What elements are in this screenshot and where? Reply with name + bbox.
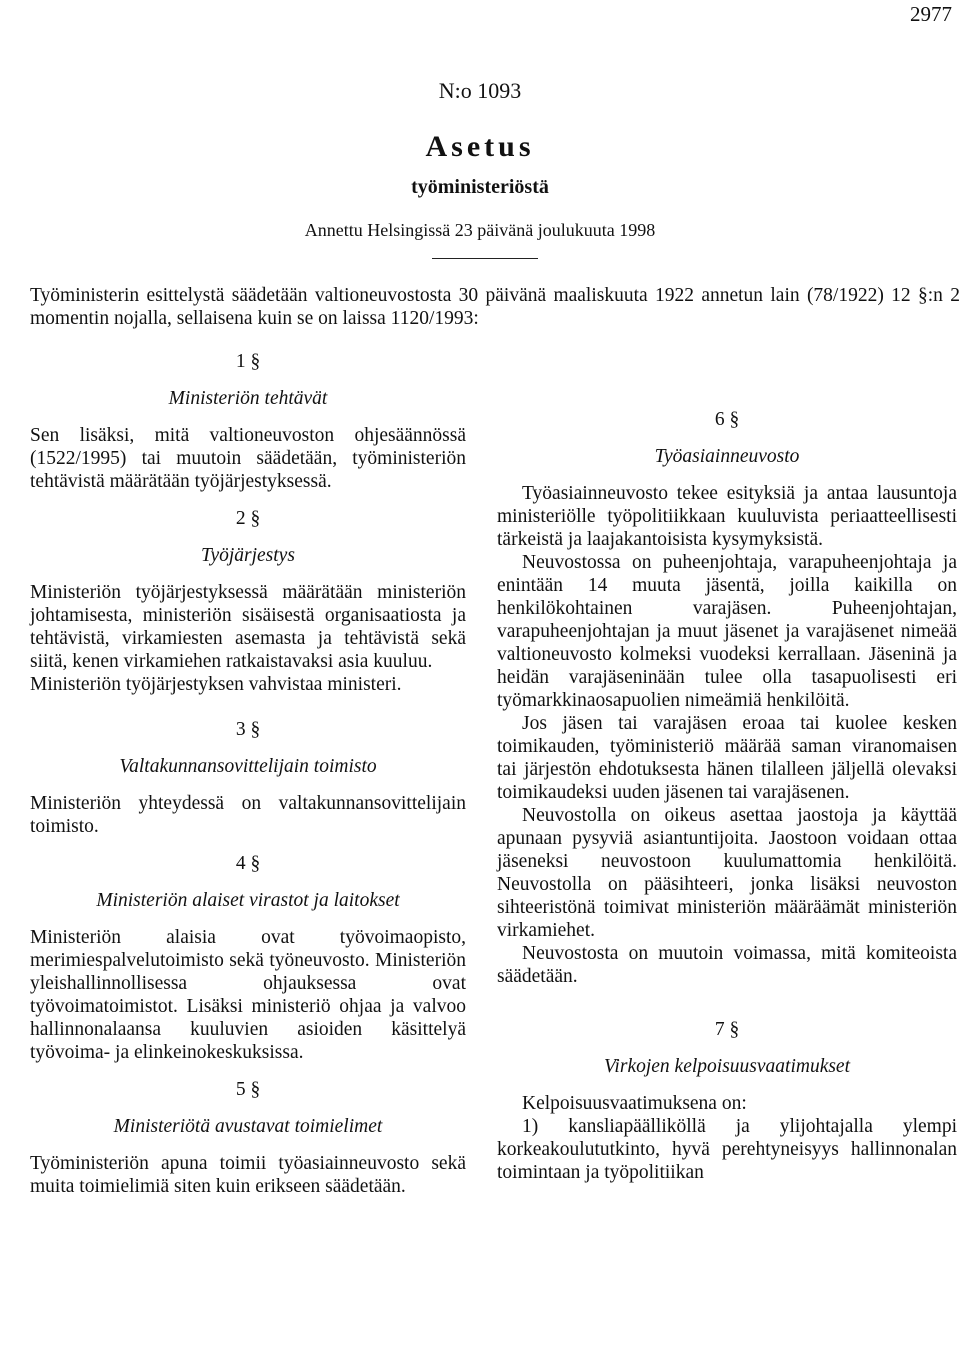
issued-date: Annettu Helsingissä 23 päivänä joulukuuta 1998 xyxy=(304,220,656,240)
statute-number: N:o 1093 xyxy=(438,78,522,103)
section-7-paragraph-2: 1) kansliapäälliköllä ja ylijohtajalla ylempi korkeakoulututkinto, hyvä perehtyneisyys hallinnonalan toimintaan ja työpolitiikan xyxy=(497,1116,957,1183)
section-1-title: Ministeriön tehtävät xyxy=(168,388,328,409)
document-subject: työministeriöstä xyxy=(411,176,549,198)
section-2-number: 2 § xyxy=(235,508,261,529)
section-2-paragraph-2: Ministeriön työjärjestyksen vahvistaa ministeri. xyxy=(30,674,402,695)
preamble: Työministerin esittelystä säädetään valtioneuvostosta 30 päivänä maaliskuuta 1922 annetun lain (78/1922) 12 §:n 2 momentin nojalla, sellaisena kuin se on laissa 1120/1993: xyxy=(30,285,960,329)
left-column xyxy=(30,350,466,1198)
section-4-number: 4 § xyxy=(235,853,261,874)
section-2-paragraph-1: Ministeriön työjärjestyksessä määrätään ministeriön johtamisesta, ministeriön sisäisestä organisaatiosta ja tehtävistä, virkamiesten asemasta ja tehtävistä sekä siitä, kenen virkamiehen ratkaistavaksi asia kuuluu. xyxy=(30,582,466,672)
section-6-title: Työasiainneuvosto xyxy=(654,446,800,467)
section-6-paragraph-3: Jos jäsen tai varajäsen eroaa tai kuolee kesken toimikauden, työministeriö määrää saman viranomaisen tai järjestön ehdotuksesta hänen tilalleen jäljellä olevaksi toimikaudeksi uuden jäsenen tai varajäsenen. xyxy=(497,713,957,803)
section-6-number: 6 § xyxy=(714,409,740,430)
section-7-paragraph-1: Kelpoisuusvaatimuksena on: xyxy=(522,1093,747,1114)
page-number: 2977 xyxy=(910,2,952,26)
section-1-paragraph: Sen lisäksi, mitä valtioneuvoston ohjesäännössä (1522/1995) tai muutoin säädetään, työministeriön tehtävistä määrätään työjärjestyksessä. xyxy=(30,425,466,492)
right-column xyxy=(497,350,957,1184)
section-3-title: Valtakunnansovittelijain toimisto xyxy=(119,756,377,777)
section-5-title: Ministeriötä avustavat toimielimet xyxy=(113,1116,383,1137)
section-7-title: Virkojen kelpoisuusvaatimukset xyxy=(603,1056,851,1077)
section-3-number: 3 § xyxy=(235,719,261,740)
section-6-paragraph-2: Neuvostossa on puheenjohtaja, varapuheenjohtaja ja enintään 14 muuta jäsentä, joilla kaikilla on henkilökohtainen varajäsen. Puheenjohtajan, varapuheenjohtajan ja muut jäsenet ja varajäsenet nimeää valtioneuvosto kolmeksi vuodeksi kerrallaan. Jäseninä ja heidän varajäseninään tulee olla tasapuolisesti eri työmarkkinaosapuolien nimeämiä henkilöitä. xyxy=(497,552,957,711)
section-2-title: Työjärjestys xyxy=(201,545,295,566)
section-7-number: 7 § xyxy=(714,1019,740,1040)
section-4-paragraph: Ministeriön alaisia ovat työvoimaopisto, merimiespalvelutoimisto sekä työneuvosto. Ministeriön yleishallinnollisessa ohjauksessa ovat työvoimatoimistot. Lisäksi ministeriö ohjaa ja valvoo hallinnonalaansa kuuluvien asioiden käsittelyä työvoima- ja elinkeinokeskuksissa. xyxy=(30,927,466,1063)
section-6-paragraph-5: Neuvostosta on muutoin voimassa, mitä komiteoista säädetään. xyxy=(497,943,957,987)
document-type: Asetus xyxy=(425,130,535,163)
section-3-paragraph: Ministeriön yhteydessä on valtakunnansovittelijain toimisto. xyxy=(30,793,466,837)
section-6-paragraph-4: Neuvostolla on oikeus asettaa jaostoja ja käyttää apunaan pysyviä asiantuntijoita. Jaostoon voidaan ottaa jäseneksi neuvostoon kuulumattomia henkilöitä. Neuvostolla on pääsihteeri, jonka lisäksi neuvoston sihteeristönä toimivat ministeriön määräämät ministeriön virkamiehet. xyxy=(497,805,957,941)
header-rule xyxy=(432,258,538,259)
section-1-number: 1 § xyxy=(235,351,261,372)
section-5-number: 5 § xyxy=(235,1079,261,1100)
section-6-paragraph-1: Työasiainneuvosto tekee esityksiä ja antaa lausuntoja ministeriölle työpolitiikkaan kuuluvista periaatteellisesti tärkeistä ja laajakantoisista kysymyksistä. xyxy=(497,483,957,550)
section-5-paragraph: Työministeriön apuna toimii työasiainneuvosto sekä muita toimielimiä siten kuin erikseen säädetään. xyxy=(30,1153,466,1197)
section-4-title: Ministeriön alaiset virastot ja laitokset xyxy=(96,890,400,911)
